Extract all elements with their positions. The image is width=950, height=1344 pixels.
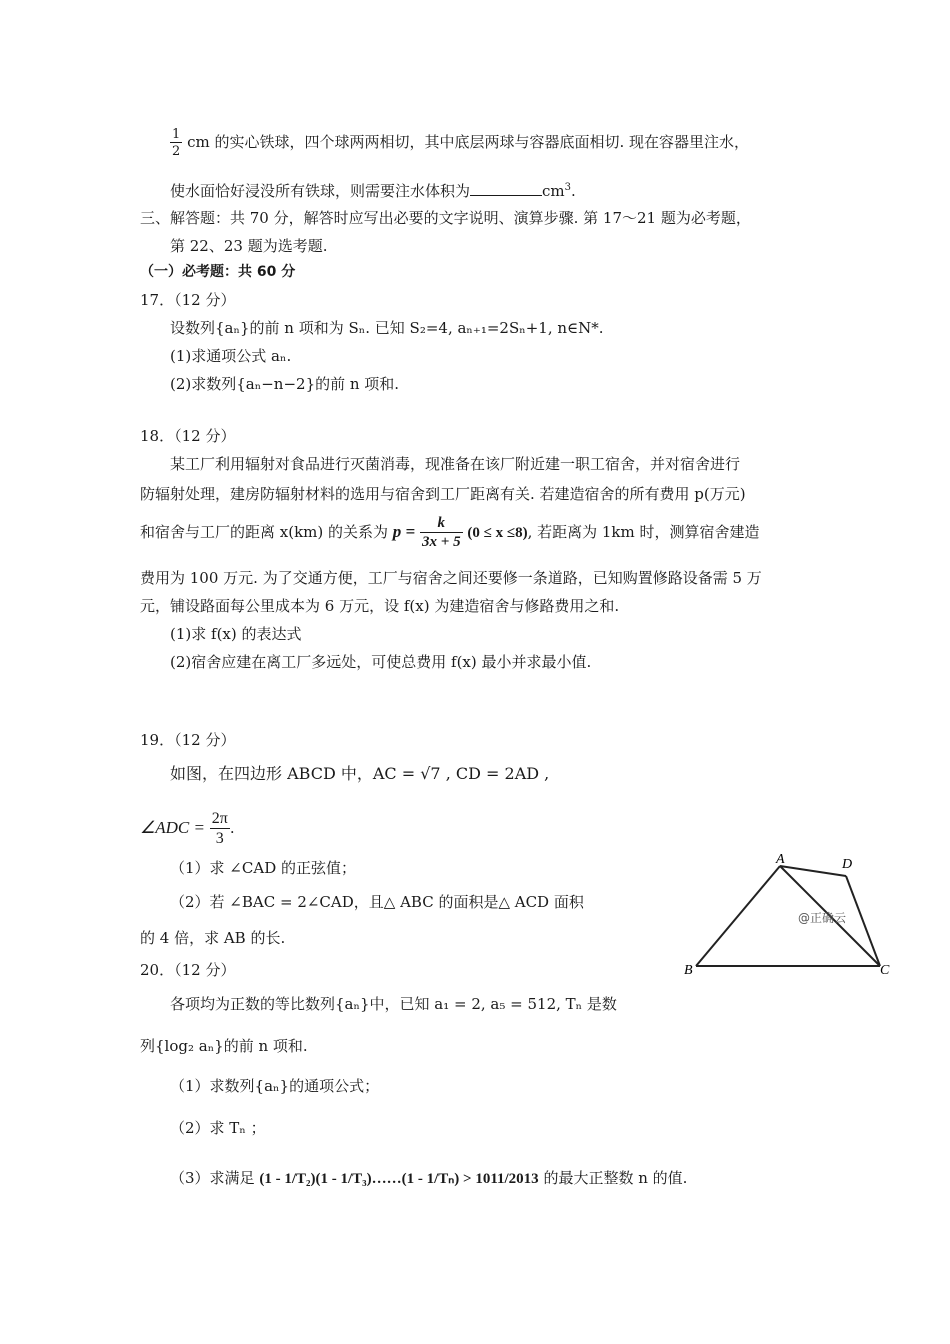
- q19-line-1: 如图，在四边形 ABCD 中，AC = √7 , CD = 2AD ,: [170, 764, 550, 783]
- q20-inequality: (1 - 1/T₂)(1 - 1/T₃)……(1 - 1/Tₙ) > 1011/2013: [259, 1171, 539, 1187]
- q18-line-1: 某工厂利用辐射对食品进行灭菌消毒，现准备在该厂附近建一职工宿舍，并对宿舍进行: [170, 455, 741, 473]
- q17-header: 17．（12 分）: [140, 291, 236, 309]
- q18-line-2: 防辐射处理，建房防辐射材料的选用与宿舍到工厂距离有关. 若建造宿舍的所有费用 p(万元): [140, 485, 746, 503]
- q18-header: 18．（12 分）: [140, 427, 236, 445]
- q19-header: 19．（12 分）: [140, 731, 236, 749]
- q18-part-2: (2)宿舍应建在离工厂多远处，可使总费用 f(x) 最小并求最小值.: [170, 653, 592, 671]
- q18-formula-range: (0 ≤ x ≤8): [467, 525, 528, 541]
- intro-line-2: 使水面恰好浸没所有铁球，则需要注水体积为 $cm^3$.: [170, 182, 576, 200]
- required-section-heading: （一）必考题：共 60 分: [140, 264, 296, 280]
- q20-line-2: 列{log₂ aₙ}的前 n 项和.: [140, 1037, 308, 1055]
- q17-stem: 设数列{aₙ}的前 n 项和为 Sₙ. 已知 S₂=4, aₙ₊₁=2Sₙ+1, n∈N*.: [170, 319, 604, 337]
- vertex-label-b: B: [684, 963, 693, 978]
- watermark: @正确云: [798, 911, 847, 925]
- vertex-label-c: C: [880, 963, 890, 978]
- q19-part-2: （2）若 ∠BAC = 2∠CAD，且△ ABC 的面积是△ ACD 面积: [170, 893, 584, 911]
- q18-part-1: (1)求 f(x) 的表达式: [170, 625, 302, 643]
- q19-angle-fraction: $\frac{2\pi}{3}$: [211, 810, 228, 847]
- q17-part-1: (1)求通项公式 aₙ.: [170, 347, 292, 365]
- intro-text-1: cm 的实心铁球，四个球两两相切，其中底层两球与容器底面相切. 现在容器里注水，: [187, 133, 749, 151]
- segment-dc: [846, 876, 880, 966]
- q19-part-1: （1）求 ∠CAD 的正弦值；: [170, 859, 356, 877]
- q18-formula-lhs: p =: [392, 522, 416, 541]
- q20-part-1: （1）求数列{aₙ}的通项公式；: [170, 1077, 380, 1095]
- q18-line-4: 费用为 100 万元. 为了交通方便，工厂与宿舍之间还要修一条道路，已知购置修路设备需 5 万: [140, 569, 762, 587]
- q19-angle-line: ∠ADC = $\frac{2\pi}{3}$ .: [140, 810, 235, 847]
- q20-part-3: （3）求满足 (1 - 1/T₂)(1 - 1/T₃)……(1 - 1/Tₙ) > 1011/2013 的最大正整数 n 的值.: [170, 1169, 688, 1187]
- section-3-heading-cont: 第 22、23 题为选考题.: [170, 237, 328, 255]
- q17-part-2: (2)求数列{aₙ−n−2}的前 n 项和.: [170, 375, 400, 393]
- q19-part-2-cont: 的 4 倍，求 AB 的长.: [140, 929, 286, 947]
- q18-formula-fraction: $\frac{k}{3x + 5}$: [422, 515, 461, 550]
- section-3-heading: 三、解答题：共 70 分，解答时应写出必要的文字说明、演算步骤. 第 17～21 题为必考题，: [140, 209, 751, 227]
- q20-line-1: 各项均为正数的等比数列{aₙ}中，已知 a₁ = 2, a₅ = 512, Tₙ 是数: [170, 995, 617, 1013]
- q19-quadrilateral-figure: [680, 850, 900, 980]
- segment-ab: [696, 866, 780, 966]
- q20-header: 20．（12 分）: [140, 961, 236, 979]
- intro-line-1: [170, 128, 749, 158]
- half-fraction: $\frac{1}{2}$: [172, 127, 181, 159]
- q18-line-3: 和宿舍与工厂的距离 x(km) 的关系为 p = $\frac{k}{3x + 5}$ (0 ≤ x ≤8), 若距离为 1km 时，测算宿舍建造: [140, 515, 760, 550]
- answer-blank: [470, 181, 542, 196]
- vertex-label-a: A: [776, 852, 785, 867]
- q20-part-2: （2）求 Tₙ ；: [170, 1119, 266, 1137]
- vertex-label-d: D: [842, 857, 853, 872]
- q18-line-5: 元，铺设路面每公里成本为 6 万元，设 f(x) 为建造宿舍与修路费用之和.: [140, 597, 620, 615]
